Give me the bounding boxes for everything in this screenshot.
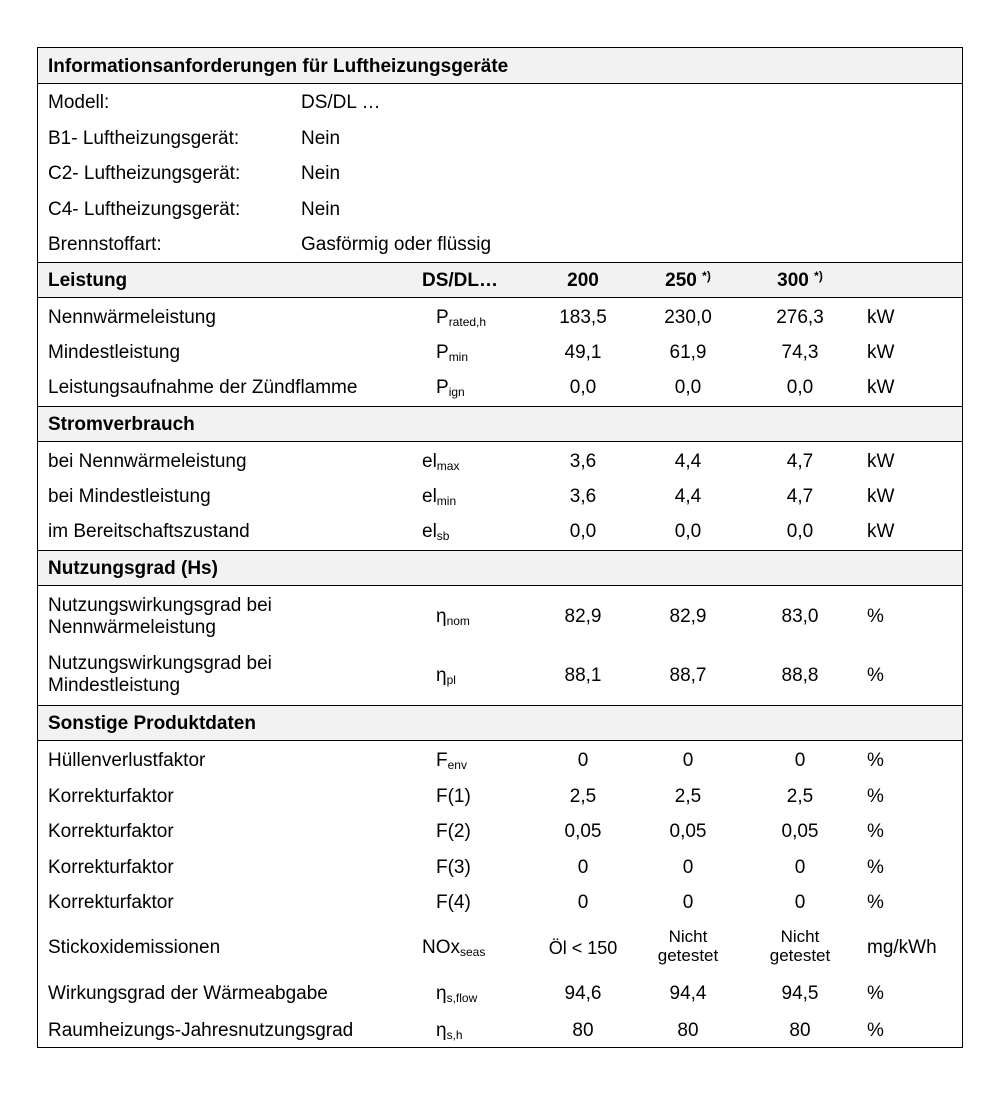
unit: mg/kWh — [867, 937, 937, 958]
value-200: 0,05 — [564, 821, 602, 842]
row-label: bei Nennwärmeleistung — [48, 451, 247, 472]
symbol-text: el — [422, 521, 437, 542]
row-label: Leistungsaufnahme der Zündflamme — [48, 377, 358, 398]
leistung-header-label: Leistung — [48, 270, 128, 291]
row-symbol — [436, 606, 470, 628]
value-250: 88,7 — [669, 665, 707, 686]
info-value-c2: Nein — [301, 163, 341, 184]
row-label: Stickoxidemissionen — [48, 937, 221, 958]
info-label-modell: Modell: — [48, 92, 110, 113]
value-300: 94,5 — [781, 983, 819, 1004]
symbol-subscript: pl — [446, 673, 456, 687]
value-250: 4,4 — [674, 486, 702, 507]
row-label: Korrekturfaktor — [48, 821, 174, 842]
row-symbol — [436, 342, 468, 364]
value-200: 2,5 — [569, 786, 597, 807]
row-symbol — [436, 892, 471, 914]
row-symbol — [422, 486, 456, 508]
col-header-300 — [760, 270, 840, 292]
value-250: 0,0 — [674, 377, 702, 398]
row-label: Raumheizungs-Jahresnutzungsgrad — [48, 1020, 354, 1041]
unit: % — [867, 1020, 884, 1041]
symbol-text: P — [436, 342, 449, 363]
product-data-table — [37, 47, 963, 1048]
symbol-subscript: sb — [436, 529, 450, 543]
symbol-text: η — [436, 665, 447, 686]
row-symbol — [436, 665, 456, 687]
value-200: 0 — [577, 750, 589, 771]
symbol-subscript: s,h — [446, 1028, 463, 1042]
unit: % — [867, 983, 884, 1004]
value-300: 2,5 — [786, 786, 814, 807]
info-value-brennstoff: Gasförmig oder flüssig — [301, 234, 492, 255]
value-300: 0 — [794, 892, 806, 913]
value-250: 0 — [682, 892, 694, 913]
symbol-text: P — [436, 307, 449, 328]
symbol-text: NOx — [422, 937, 460, 958]
unit: % — [867, 857, 884, 878]
value-200: 0 — [577, 857, 589, 878]
symbol-subscript: s,flow — [446, 991, 478, 1005]
info-label-brennstoff: Brennstoffart: — [48, 234, 162, 255]
row-label: im Bereitschaftszustand — [48, 521, 250, 542]
value-200: 94,6 — [564, 983, 602, 1004]
row-symbol — [436, 786, 471, 808]
value-300: Nicht getestet — [769, 927, 831, 965]
info-value-modell: DS/DL … — [301, 92, 381, 113]
value-250: 4,4 — [674, 451, 702, 472]
value-300: 0,0 — [786, 521, 814, 542]
value-200: 3,6 — [569, 486, 597, 507]
row-label: Nutzungswirkungsgrad bei Nennwärmeleistung — [48, 595, 272, 638]
footnote-mark: *) — [814, 269, 823, 283]
symbol-text: el — [422, 486, 437, 507]
row-symbol — [422, 937, 485, 959]
symbol-subscript: ign — [448, 385, 465, 399]
unit: % — [867, 665, 884, 686]
symbol-text: η — [436, 1020, 447, 1041]
model-column-label: DS/DL… — [422, 270, 498, 291]
row-label: Nennwärmeleistung — [48, 307, 216, 328]
symbol-text: F(1) — [436, 786, 471, 807]
col-header-250-text: 250 — [665, 270, 697, 291]
value-300: 80 — [789, 1020, 811, 1041]
value-250: 94,4 — [669, 983, 707, 1004]
value-200: 82,9 — [564, 606, 602, 627]
value-200: 49,1 — [564, 342, 602, 363]
value-300: 88,8 — [781, 665, 819, 686]
symbol-text: F(3) — [436, 857, 471, 878]
strom-header-label: Stromverbrauch — [48, 414, 195, 435]
row-symbol — [436, 750, 467, 772]
sonstige-header-label: Sonstige Produktdaten — [48, 713, 256, 734]
info-label-b1: B1- Luftheizungsgerät: — [48, 128, 240, 149]
value-300: 4,7 — [786, 486, 814, 507]
symbol-subscript: max — [436, 459, 460, 473]
col-header-300-text: 300 — [777, 270, 809, 291]
symbol-subscript: nom — [446, 614, 470, 628]
unit: % — [867, 606, 884, 627]
symbol-subscript: min — [436, 494, 457, 508]
value-200: 0 — [577, 892, 589, 913]
symbol-subscript: seas — [460, 945, 486, 959]
row-label: Wirkungsgrad der Wärmeabgabe — [48, 983, 328, 1004]
value-200: 183,5 — [559, 307, 607, 328]
value-200: Öl < 150 — [548, 938, 618, 958]
value-250: 80 — [677, 1020, 699, 1041]
unit: % — [867, 750, 884, 771]
row-symbol — [436, 821, 471, 843]
row-label: bei Mindestleistung — [48, 486, 211, 507]
value-200: 0,0 — [569, 521, 597, 542]
unit: % — [867, 821, 884, 842]
value-300: 0,0 — [786, 377, 814, 398]
value-300: 4,7 — [786, 451, 814, 472]
row-label: Nutzungswirkungsgrad bei Mindestleistung — [48, 653, 272, 696]
row-symbol — [422, 521, 449, 543]
symbol-subscript: min — [448, 350, 469, 364]
unit: kW — [867, 486, 895, 507]
row-symbol — [422, 451, 459, 473]
row-label: Korrekturfaktor — [48, 892, 174, 913]
value-250: 230,0 — [664, 307, 712, 328]
value-300: 83,0 — [781, 606, 819, 627]
col-header-200-text: 200 — [567, 270, 599, 291]
row-label: Mindestleistung — [48, 342, 181, 363]
info-value-b1: Nein — [301, 128, 341, 149]
symbol-text: F(4) — [436, 892, 471, 913]
value-250: 0 — [682, 750, 694, 771]
unit: % — [867, 786, 884, 807]
symbol-text: P — [436, 377, 449, 398]
symbol-subscript: env — [447, 758, 467, 772]
info-label-c2: C2- Luftheizungsgerät: — [48, 163, 241, 184]
row-symbol — [436, 857, 471, 879]
unit: % — [867, 892, 884, 913]
value-250: 0,05 — [669, 821, 707, 842]
row-symbol — [436, 1020, 463, 1042]
value-300: 0 — [794, 857, 806, 878]
nutzung-header-label: Nutzungsgrad (Hs) — [48, 558, 218, 579]
value-250: 82,9 — [669, 606, 707, 627]
unit: kW — [867, 521, 895, 542]
value-300: 0 — [794, 750, 806, 771]
symbol-text: η — [436, 606, 447, 627]
value-200: 80 — [572, 1020, 594, 1041]
unit: kW — [867, 451, 895, 472]
value-300: 276,3 — [776, 307, 824, 328]
unit: kW — [867, 307, 895, 328]
value-250: 61,9 — [669, 342, 707, 363]
row-symbol — [436, 983, 477, 1005]
table-title: Informationsanforderungen für Luftheizungsgeräte — [48, 56, 509, 77]
row-label: Korrekturfaktor — [48, 857, 174, 878]
value-250: 0 — [682, 857, 694, 878]
value-200: 3,6 — [569, 451, 597, 472]
info-label-c4: C4- Luftheizungsgerät: — [48, 199, 241, 220]
col-header-200 — [543, 270, 623, 292]
row-symbol — [436, 307, 486, 329]
symbol-text: F(2) — [436, 821, 471, 842]
info-value-c4: Nein — [301, 199, 341, 220]
value-250: 2,5 — [674, 786, 702, 807]
row-label: Korrekturfaktor — [48, 786, 174, 807]
symbol-text: η — [436, 983, 447, 1004]
row-label: Hüllenverlustfaktor — [48, 750, 206, 771]
value-250: Nicht getestet — [657, 927, 719, 965]
footnote-mark: *) — [702, 269, 711, 283]
unit: kW — [867, 342, 895, 363]
row-symbol — [436, 377, 465, 399]
value-200: 88,1 — [564, 665, 602, 686]
value-250: 0,0 — [674, 521, 702, 542]
col-header-250 — [648, 270, 728, 292]
symbol-subscript: rated,h — [448, 315, 487, 329]
value-300: 0,05 — [781, 821, 819, 842]
unit: kW — [867, 377, 895, 398]
symbol-text: F — [436, 750, 448, 771]
value-200: 0,0 — [569, 377, 597, 398]
symbol-text: el — [422, 451, 437, 472]
value-300: 74,3 — [781, 342, 819, 363]
